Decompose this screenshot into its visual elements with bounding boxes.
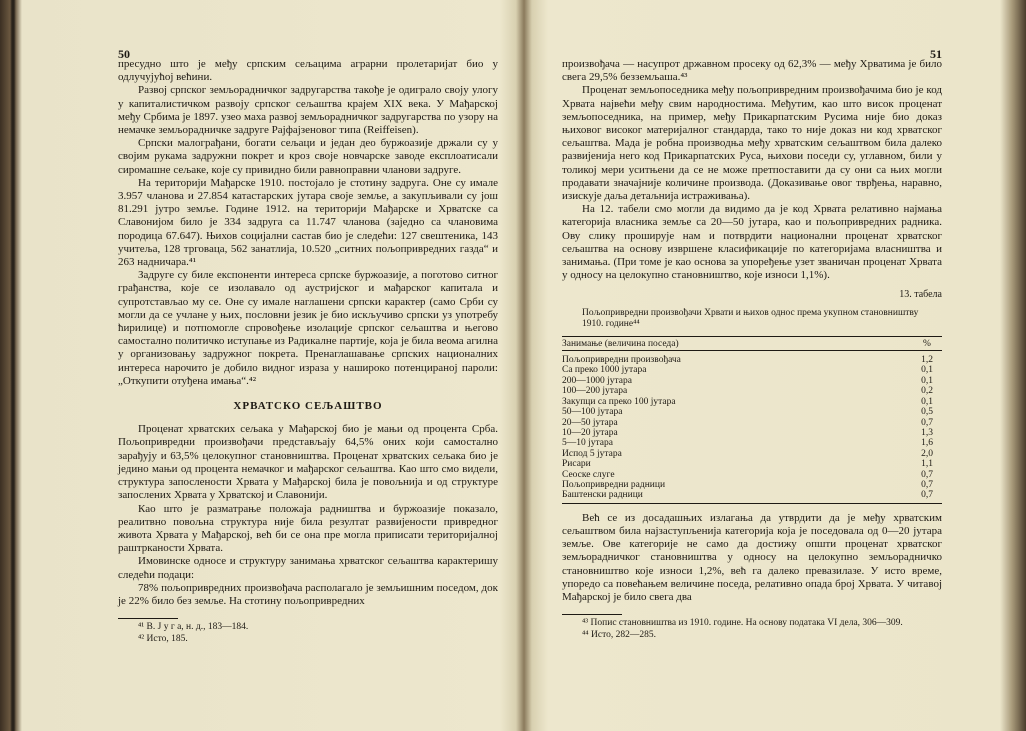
right-page <box>562 47 942 641</box>
table-row <box>562 449 942 459</box>
table-row <box>562 438 942 448</box>
table-cell: 10—20 јутара <box>562 427 618 438</box>
table-cell: 5—10 јутара <box>562 438 613 449</box>
table-cell: 0,1 <box>921 365 933 376</box>
footnote: ⁴¹ В. Ј у г а, н. д., 183—184. <box>138 622 249 633</box>
table-row <box>562 376 942 386</box>
table-row <box>562 459 942 469</box>
table-cell: Закупци са преко 100 јутара <box>562 396 676 407</box>
table-row <box>562 490 942 503</box>
table-label: 13. табела <box>899 289 942 301</box>
table-cell: 200—1000 јутара <box>562 375 632 386</box>
paragraph: пресудно што је међу српским сељацима аграрни пролетаријат био у одлучујућој већини. <box>118 58 498 84</box>
table-row <box>562 351 942 366</box>
table-cell: 100—200 јутара <box>562 386 628 397</box>
table-cell: 0,7 <box>921 479 933 490</box>
table-header-row <box>562 336 942 350</box>
page-number-left: 50 <box>118 47 130 61</box>
table-cell: Са преко 1000 јутара <box>562 365 647 376</box>
table-cell: Баштенски радници <box>562 490 912 503</box>
table-cell: 0,1 <box>921 375 933 386</box>
table-row <box>562 407 942 417</box>
table-cell: 0,2 <box>921 386 933 397</box>
footnote: ⁴² Исто, 185. <box>138 633 188 644</box>
table-cell: 0,7 <box>912 490 942 503</box>
table-row <box>562 386 942 396</box>
table-cell: Пољопривредни произвођача <box>562 355 681 366</box>
table-cell: Пољопривредни радници <box>562 479 666 490</box>
table-row <box>562 418 942 428</box>
footnote-rule <box>562 614 622 615</box>
table-row <box>562 365 942 375</box>
paragraph: произвођача — насупрот државном просеку од 62,3% — међу Хрватима је било свега 29,5% безземљаша.⁴³ <box>562 58 942 84</box>
table-cell: 20—50 јутара <box>562 417 618 428</box>
table-cell: 50—100 јутара <box>562 407 623 418</box>
paragraph: Проценат хрватских сељака у Мађарској био је мањи од процента Срба. Пољопривредни произвођачи представљају 64,5% оних који самостално зарађују и 63,5% целокупног становништва. Проценат хрватских сељака био је једино мањи од процента немачког и мађарског сељаштва. Као што смо видели, структура запослености Хрвата у Мађарској била је повољнија и од структуре запослених Хрвата у Хрватској и Славонији. <box>118 423 498 502</box>
data-table <box>562 336 942 504</box>
table-cell: Рисари <box>562 459 591 470</box>
footnote: ⁴³ Попис становништва из 1910. године. На основу података VI дела, 306—309. <box>582 618 903 629</box>
table-cell: Сеоске слуге <box>562 469 615 480</box>
table-row <box>562 428 942 438</box>
table-cell: 1,2 <box>921 355 933 366</box>
table-cell: 1,3 <box>921 427 933 438</box>
paragraph: На територији Мађарске 1910. постојало је стотину задруга. Оне су имале 3.957 чланова и 27.854 катастарских јутара своје земље, а закупљивали су још 81.291 јутро земље. Године 1912. на територији Мађарске и Хрватске са Славонијом било је 334 задруга са 11.747 чланова (заједно са члановима породица 67.647). Њихов социјални састав био је следећи: 127 свештеника, 143 учитеља, 128 трговаца, 562 занатлија, 10.520 „ситних пољопривредних газда“ и 263 надничара.⁴¹ <box>118 176 498 269</box>
table-row <box>562 480 942 490</box>
paragraph: Имовинске односе и структуру занимања хрватског сељаштва карактеришу следећи подаци: <box>118 555 498 581</box>
table-cell: 1,6 <box>921 438 933 449</box>
paragraph: Као што је разматрање положаја радништва и буржоазије показало, реалитвно повољна структура није била резултат развијености привредног живота Хрвата у Мађарској, већ би се она пре могла приписати територијалној раштрканости Хрвата. <box>118 502 498 555</box>
paragraph: Задруге су биле експоненти интереса српске буржоазије, а поготово ситног грађанства, које се изолавало од аустријског и мађарског капитала и супротстављао му се. Оне су имале наглашени српски карактер (само Срби су могли да се учлане у њих, пословни језик је био искључиво српски уз употребу ћирилице) и потпомогле спровођење изолације српског сељаштва и његово самостално политичко иступање из Радикалне партије, која је била веома агилна у организовању задружног покрета. Пренаглашавање српских националних интереса нарочито је добило видног израза у нашироко потенцираној пароли: „Откупити отуђена имања“.⁴² <box>118 269 498 387</box>
table-cell: 2,0 <box>921 448 933 459</box>
table-cell: 1,1 <box>921 459 933 470</box>
paragraph: 78% пољопривредних произвођача располагало је земљишним поседом, док је 22% било без земље. На стотину пољопривредних <box>118 581 498 607</box>
paragraph: Проценат земљопоседника међу пољопривредним произвођачима био је код Хрвата највећи међу свим народностима. Међутим, као што висок проценат земљопоседника, на пример, међу Прикарпатским Русима није био доказ њиховог високог материјалног стандарда, тако то није доказ ни код хрватског сељаштва. Мада је робна производња међу хрватским сељаштвом била далеко развијенија него код Прикарпатских Руса, њихови поседи су, углавном, били у толикој мери уситњени да се не може претпоставити да су они са њих могли продавати значајније количине производа. (Доказивање овог тврђења, наравно, изискује даља детаљнија истраживања). <box>562 84 942 203</box>
paragraph: На 12. табели смо могли да видимо да је код Хрвата релативно најмања категорија власника земље са 20—50 јутара, као и пољопривредних радника. Ову слику проширује нам и потврдити национални проценат хрватског сељаштва на основу извршене класификације по категоријама власништва и занимања. (При томе је као основа за упоређење узет званичан проценат Хрвата у односу на целокупно становништво, које износи 1,1%). <box>562 203 942 282</box>
left-page <box>118 47 498 645</box>
page-number-right: 51 <box>930 47 942 61</box>
table-cell: 0,1 <box>921 396 933 407</box>
table-caption: Пољопривредни произвођачи Хрвати и њихов однос према укупном становништву 1910. године⁴⁴ <box>582 307 919 329</box>
table-cell: 0,7 <box>921 417 933 428</box>
column-header: Занимање (величина поседа) <box>562 336 912 350</box>
table-row <box>562 470 942 480</box>
table-cell: Испод 5 јутара <box>562 448 622 459</box>
paragraph: Већ се из досадашњих излагања да утврдити да је међу хрватским сељаштвом била најзаступљенија категорија која је поседовала од 0—20 јутара земље. Ове категорије не само да достижу општи проценат хрватског земљорадничког становништва у односу на целокупно земљорадничко становништво које износи 1,2%, већ га далеко превазилазе. У исто време, упоредо са повећањем величине поседа, релативно опада број Хрвата. У читавој Мађарској је било свега два <box>562 511 942 603</box>
footnote-rule <box>118 618 178 619</box>
table-cell: 0,7 <box>921 469 933 480</box>
column-header: % <box>912 336 942 350</box>
table-cell: 0,5 <box>921 407 933 418</box>
footnote: ⁴⁴ Исто, 282—285. <box>582 629 656 640</box>
section-heading: ХРВАТСКО СЕЉАШТВО <box>233 400 383 413</box>
table-row <box>562 397 942 407</box>
paragraph: Развој српског земљорадничког задругарства такође је одиграло своју улогу у капиталистичком развоју српског сељаштва крајем XIX века. У Мађарској међу Србима је 1897. узео маха развој земљорадничког задругарства по узору на немачке земљорадничке задруге Рајфајзеновог типа (Reiffeisen). <box>118 84 498 137</box>
paragraph: Српски малограђани, богати сељаци и један део буржоазије држали су у својим рукама задружни покрет и кроз своје новчарске заводе експлоатисали сиромашне сељаке, које су привидно били равноправни чланови задруге. <box>118 137 498 176</box>
